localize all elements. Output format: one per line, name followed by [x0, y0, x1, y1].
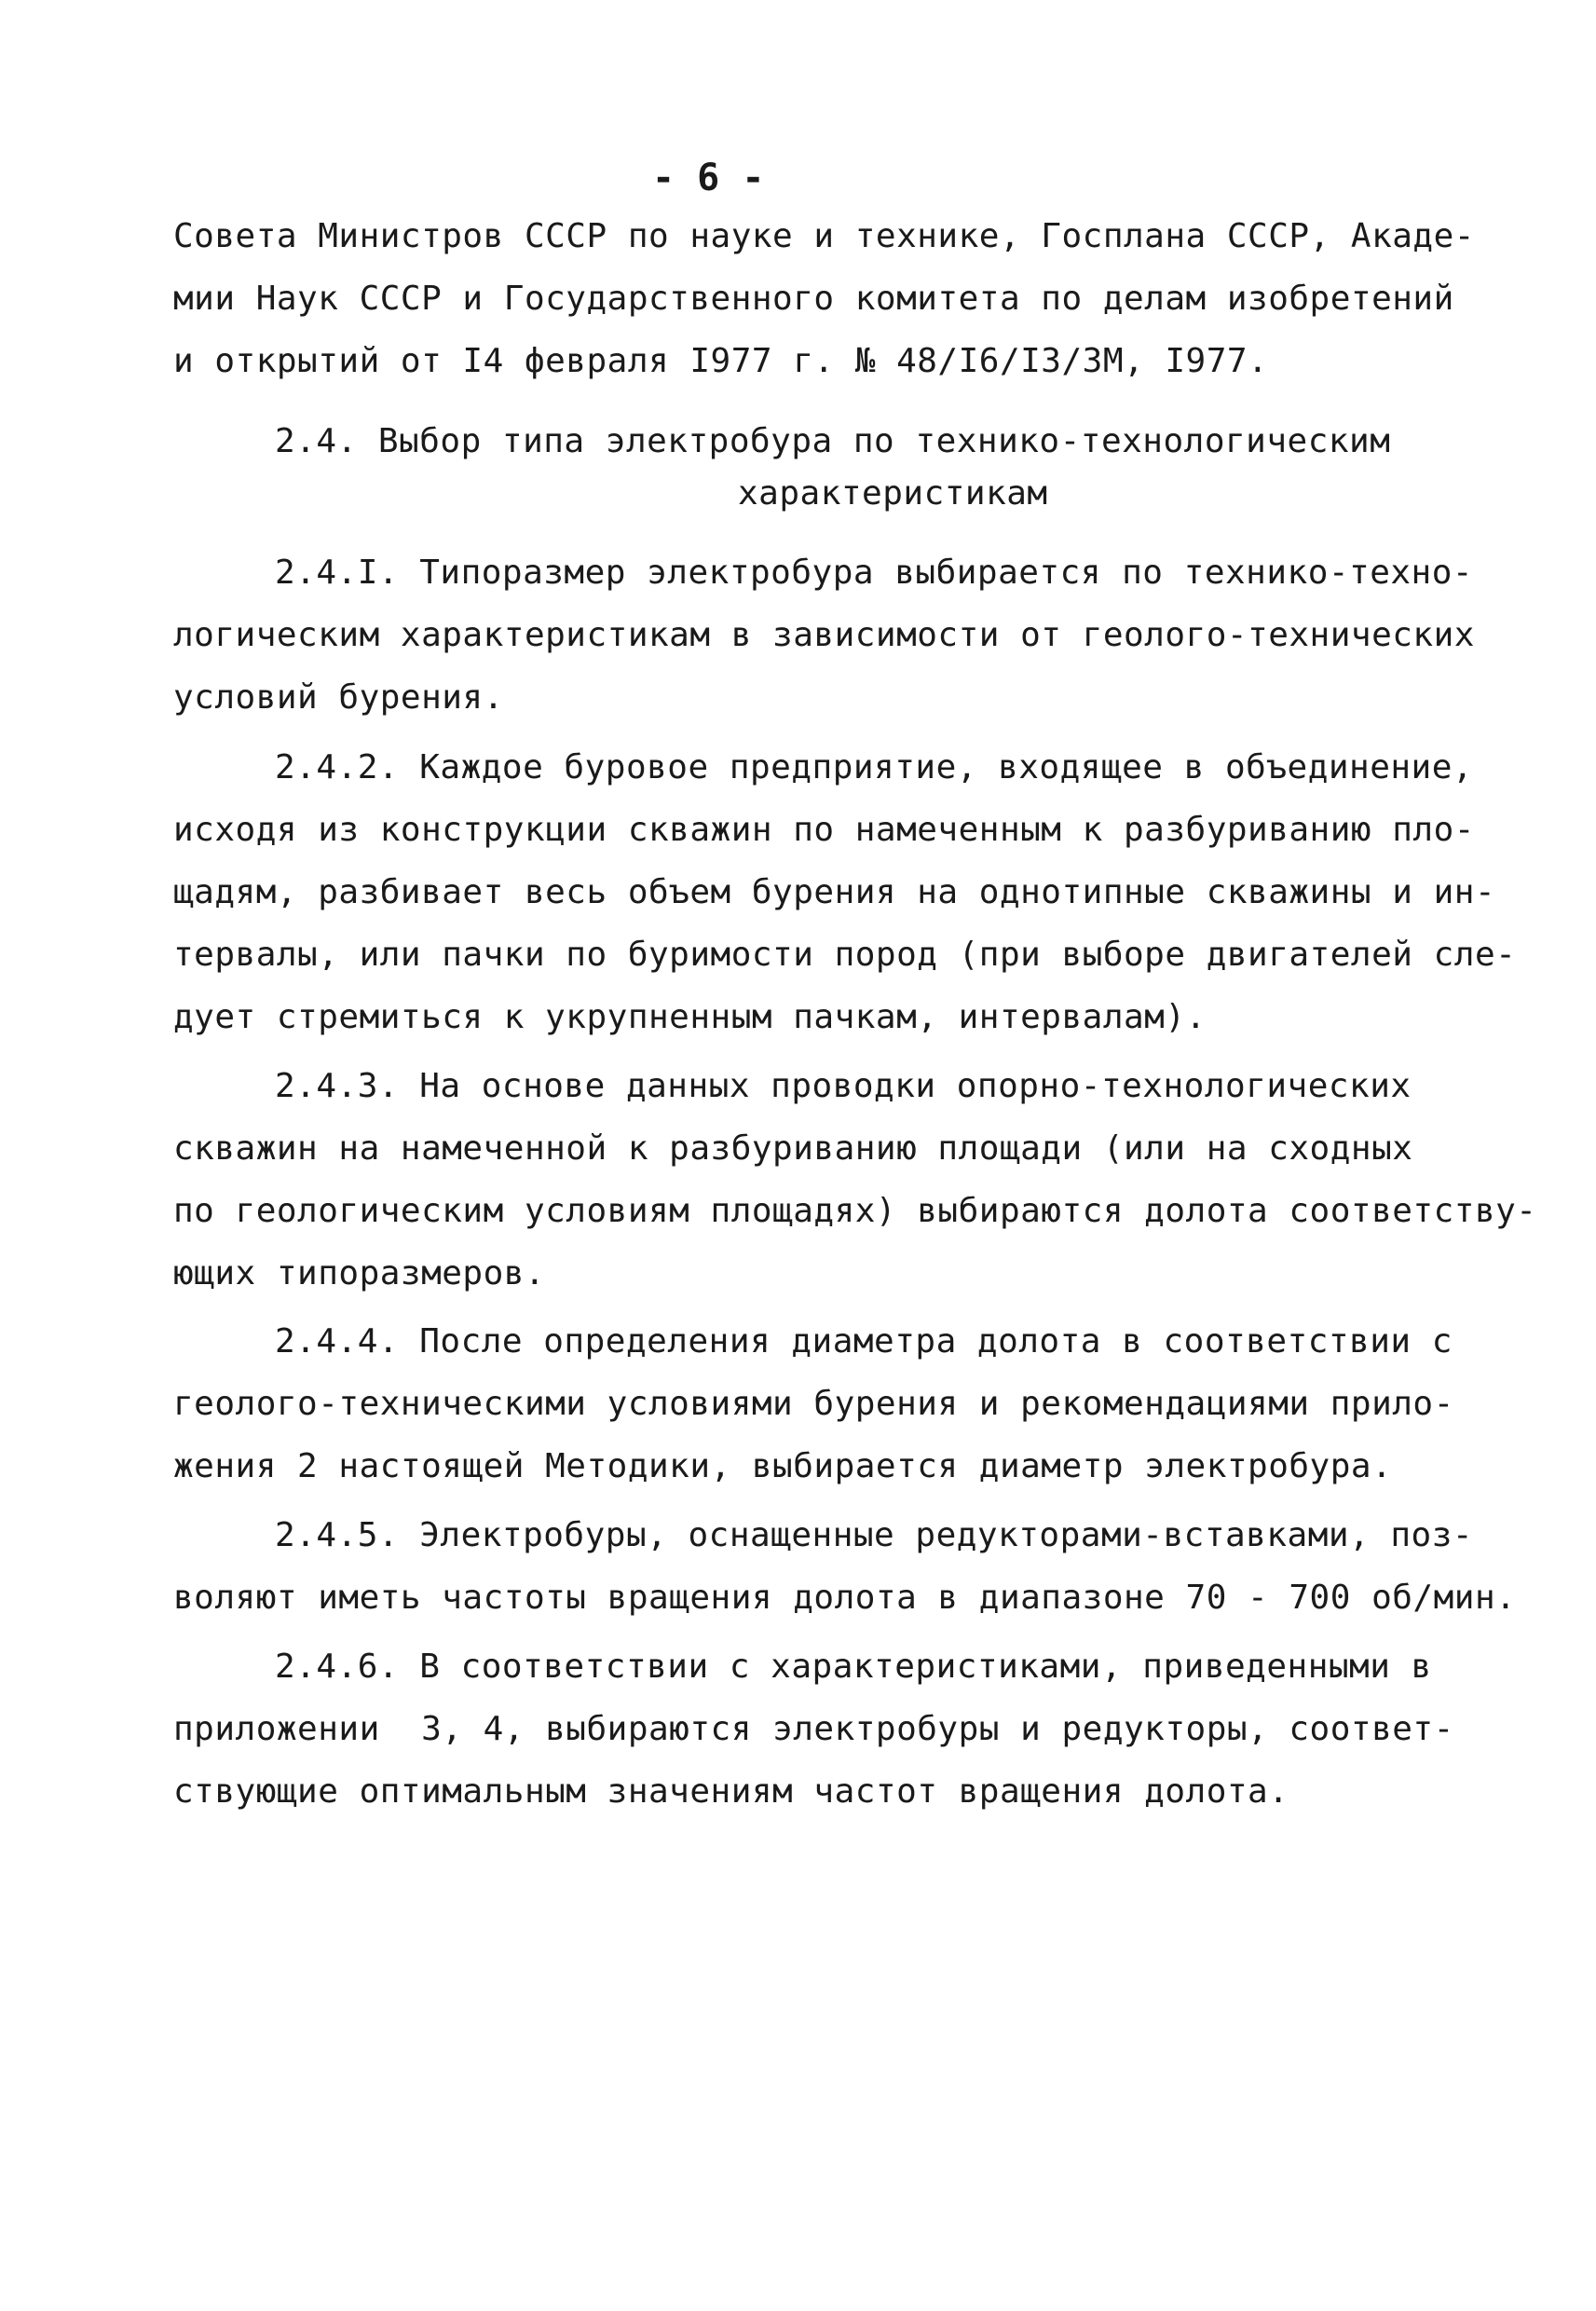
paragraph-2-4-2-line-3: щадям, разбивает весь объем бурения на однотипные скважины и ин-	[173, 873, 1496, 911]
paragraph-2-4-1-line-1: 2.4.I. Типоразмер электробура выбирается по технико-техно-	[275, 554, 1474, 592]
intro-line-1: Совета Министров СССР по науке и технике, Госплана СССР, Акаде-	[173, 217, 1475, 255]
paragraph-2-4-1-line-3: условий бурения.	[173, 678, 504, 717]
paragraph-2-4-6-line-3: ствующие оптимальным значениям частот вращения долота.	[173, 1772, 1289, 1811]
paragraph-2-4-3-line-2: скважин на намеченной к разбуриванию площади (или на сходных	[173, 1129, 1413, 1168]
section-heading-line-2: характеристикам	[738, 474, 1048, 513]
intro-line-3: и открытий от I4 февраля I977 г. № 48/I6/I3/3М, I977.	[173, 342, 1269, 380]
paragraph-2-4-2-line-4: тервалы, или пачки по буримости пород (при выборе двигателей сле-	[173, 936, 1517, 974]
paragraph-2-4-2-line-2: исходя из конструкции скважин по намеченным к разбуриванию пло-	[173, 811, 1475, 849]
paragraph-2-4-5-line-2: воляют иметь частоты вращения долота в диапазоне 70 - 700 об/мин.	[173, 1579, 1517, 1617]
paragraph-2-4-3-line-1: 2.4.3. На основе данных проводки опорно-технологических	[275, 1067, 1412, 1105]
paragraph-2-4-6-line-1: 2.4.6. В соответствии с характеристиками, приведенными в	[275, 1648, 1432, 1686]
paragraph-2-4-3-line-3: по геологическим условиям площадях) выбираются долота соответству-	[173, 1192, 1537, 1230]
paragraph-2-4-6-line-2: приложении 3, 4, выбираются электробуры и редукторы, соответ-	[173, 1710, 1454, 1748]
paragraph-2-4-3-line-4: ющих типоразмеров.	[173, 1254, 546, 1292]
paragraph-2-4-4-line-3: жения 2 настоящей Методики, выбирается диаметр электробура.	[173, 1447, 1393, 1485]
paragraph-2-4-1-line-2: логическим характеристикам в зависимости от геолого-технических	[173, 616, 1475, 654]
paragraph-2-4-4-line-1: 2.4.4. После определения диаметра долота в соответствии с	[275, 1322, 1453, 1361]
section-heading-line-1: 2.4. Выбор типа электробура по технико-технологическим	[275, 422, 1391, 460]
paragraph-2-4-2-line-1: 2.4.2. Каждое буровое предприятие, входящее в объединение,	[275, 748, 1474, 786]
paragraph-2-4-5-line-1: 2.4.5. Электробуры, оснащенные редукторами-вставками, поз-	[275, 1516, 1474, 1554]
intro-line-2: мии Наук СССР и Государственного комитета по делам изобретений	[173, 280, 1454, 318]
page-number: - 6 -	[652, 157, 765, 199]
paragraph-2-4-2-line-5: дует стремиться к укрупненным пачкам, интервалам).	[173, 998, 1207, 1036]
paragraph-2-4-4-line-2: геолого-техническими условиями бурения и рекомендациями прило-	[173, 1385, 1454, 1423]
